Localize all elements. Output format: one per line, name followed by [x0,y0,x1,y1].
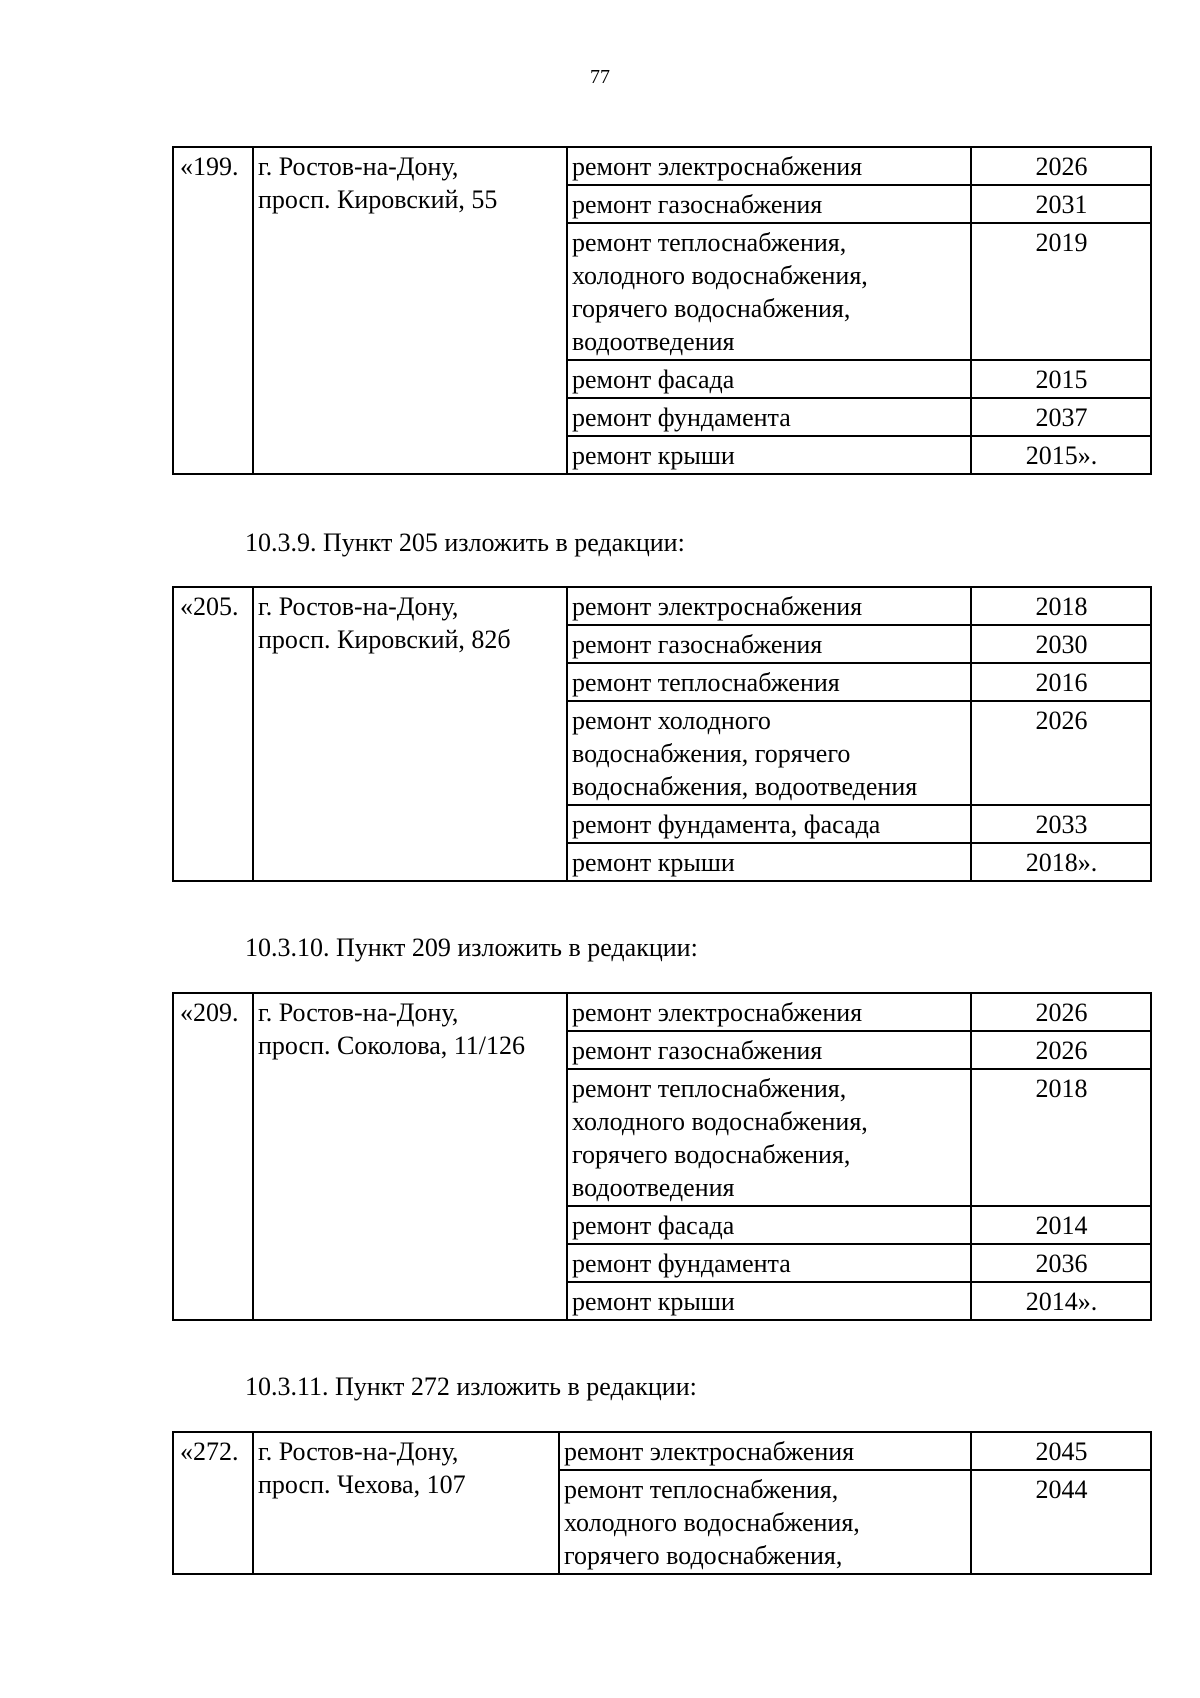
work-type-cell: ремонт электроснабжения [567,587,971,625]
year-cell: 2026 [971,701,1151,805]
year-cell: 2016 [971,663,1151,701]
item-number: «209. [173,993,253,1320]
address-cell: г. Ростов-на-Дону, просп. Кировский, 55 [253,147,567,474]
work-type-cell: ремонт электроснабжения [567,993,971,1031]
year-cell: 2018 [971,1069,1151,1206]
year-cell: 2015 [971,360,1151,398]
year-cell: 2018 [971,587,1151,625]
year-cell: 2044 [971,1470,1151,1574]
year-cell: 2030 [971,625,1151,663]
work-type-cell: ремонт электроснабжения [567,147,971,185]
repair-table-209 [172,992,1152,1321]
year-cell: 2033 [971,805,1151,843]
year-cell: 2015». [971,436,1151,474]
year-cell: 2031 [971,185,1151,223]
instruction-paragraph: 10.3.11. Пункт 272 изложить в редакции: [245,1372,697,1401]
repair-table-272 [172,1431,1152,1575]
repair-table-199 [172,146,1152,475]
work-type-cell: ремонт газоснабжения [567,185,971,223]
instruction-paragraph: 10.3.10. Пункт 209 изложить в редакции: [245,933,698,962]
year-cell: 2045 [971,1432,1151,1470]
work-type-cell: ремонт теплоснабжения, холодного водоснабжения, горячего водоснабжения, водоотведения [567,1069,971,1206]
instruction-paragraph: 10.3.9. Пункт 205 изложить в редакции: [245,528,685,557]
work-type-cell: ремонт фасада [567,360,971,398]
page-number: 77 [590,66,610,88]
address-cell: г. Ростов-на-Дону, просп. Чехова, 107 [253,1432,559,1574]
repair-table-205 [172,586,1152,882]
table-row [173,147,1151,185]
year-cell: 2019 [971,223,1151,360]
work-type-cell: ремонт холодного водоснабжения, горячего водоснабжения, водоотведения [567,701,971,805]
year-cell: 2018». [971,843,1151,881]
table-row [173,1432,1151,1470]
work-type-cell: ремонт фундамента [567,1244,971,1282]
table-row [173,587,1151,625]
work-type-cell: ремонт теплоснабжения, холодного водоснабжения, горячего водоснабжения, [559,1470,971,1574]
year-cell: 2036 [971,1244,1151,1282]
work-type-cell: ремонт фундамента [567,398,971,436]
work-type-cell: ремонт теплоснабжения [567,663,971,701]
address-cell: г. Ростов-на-Дону, просп. Кировский, 82б [253,587,567,881]
year-cell: 2026 [971,147,1151,185]
work-type-cell: ремонт теплоснабжения, холодного водоснабжения, горячего водоснабжения, водоотведения [567,223,971,360]
address-cell: г. Ростов-на-Дону, просп. Соколова, 11/126 [253,993,567,1320]
work-type-cell: ремонт фундамента, фасада [567,805,971,843]
work-type-cell: ремонт крыши [567,436,971,474]
work-type-cell: ремонт газоснабжения [567,625,971,663]
work-type-cell: ремонт электроснабжения [559,1432,971,1470]
item-number: «272. [173,1432,253,1574]
table-row [173,993,1151,1031]
year-cell: 2037 [971,398,1151,436]
work-type-cell: ремонт крыши [567,843,971,881]
work-type-cell: ремонт крыши [567,1282,971,1320]
work-type-cell: ремонт фасада [567,1206,971,1244]
item-number: «199. [173,147,253,474]
year-cell: 2014». [971,1282,1151,1320]
year-cell: 2014 [971,1206,1151,1244]
year-cell: 2026 [971,1031,1151,1069]
work-type-cell: ремонт газоснабжения [567,1031,971,1069]
item-number: «205. [173,587,253,881]
year-cell: 2026 [971,993,1151,1031]
